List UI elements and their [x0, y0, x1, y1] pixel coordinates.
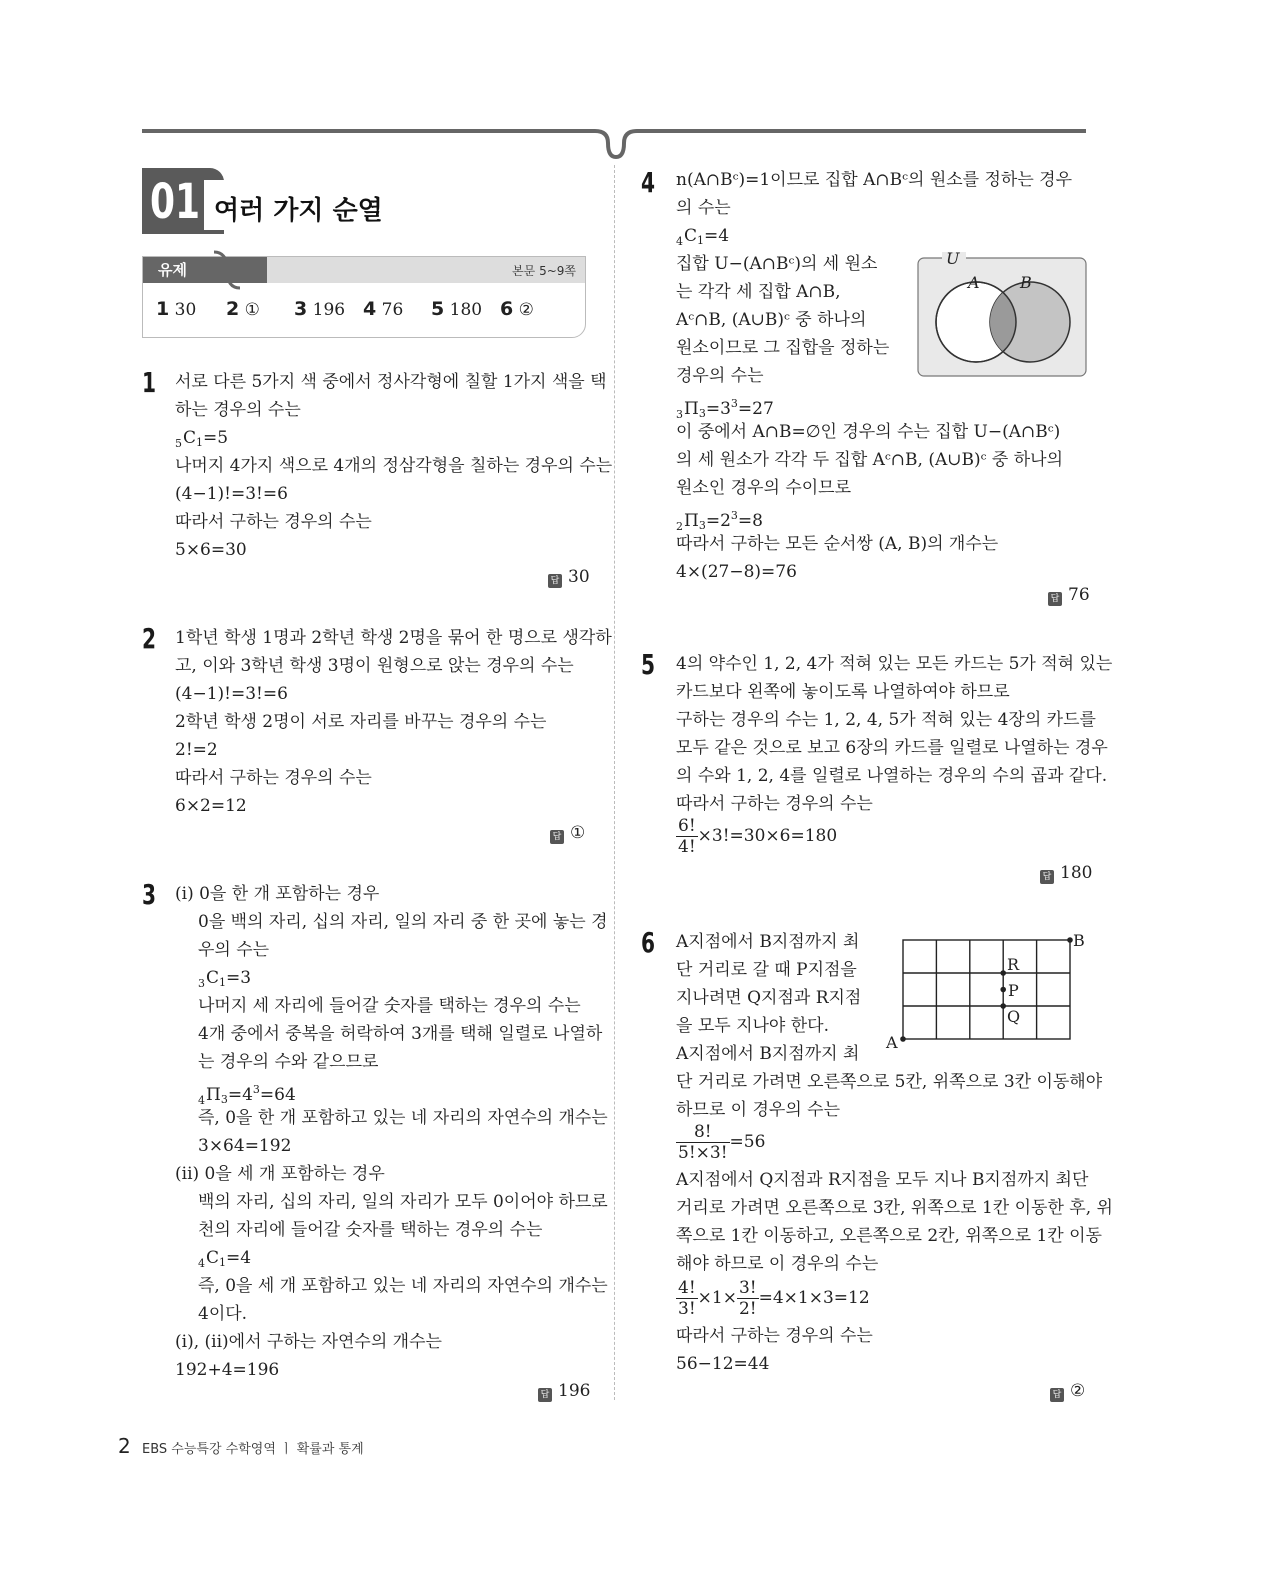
- section-title: 여러 가지 순열: [214, 196, 383, 226]
- q3-line: 4개 중에서 중복을 허락하여 3개를 택해 일렬로 나열하: [198, 1024, 603, 1044]
- section-number: 01: [150, 174, 201, 230]
- fraction: $\frac{6!}{4!}$: [678, 816, 696, 857]
- q4-line: 원소이므로 그 집합을 정하는: [676, 338, 890, 358]
- q1-answer: 답 30: [548, 566, 590, 588]
- q1-number: 1: [142, 366, 157, 399]
- answer-icon: 답: [550, 830, 564, 844]
- q2-line: 고, 이와 3학년 학생 3명이 원형으로 앉는 경우의 수는: [175, 656, 574, 676]
- grid-label-q: Q: [1007, 1007, 1021, 1026]
- q6-line: A지점에서 Q지점과 R지점을 모두 지나 B지점까지 최단: [676, 1170, 1089, 1190]
- fraction: $\frac{3!}{2!}$: [738, 1278, 757, 1319]
- yuje-answer-item: 3 196: [294, 298, 346, 320]
- q6-line: 56−12=44: [676, 1354, 770, 1374]
- fraction: $\frac{4!}{3!}$: [678, 1278, 696, 1319]
- q6-line: 지나려면 Q지점과 R지점: [676, 988, 862, 1008]
- q4-line: 따라서 구하는 모든 순서쌍 (A, B)의 개수는: [676, 534, 999, 554]
- grid-diagram: [880, 928, 1090, 1054]
- q4-line: 의 수는: [676, 198, 731, 218]
- q2-answer: 답 ①: [550, 822, 585, 844]
- q1-line: 서로 다른 5가지 색 중에서 정사각형에 칠할 1가지 색을 택: [175, 372, 607, 392]
- q3-line: 192+4=196: [175, 1360, 280, 1380]
- yuje-answer-item: 6 ②: [500, 298, 534, 320]
- q4-line: 원소인 경우의 수이므로: [676, 478, 852, 498]
- q3-line: 나머지 세 자리에 들어갈 숫자를 택하는 경우의 수는: [198, 996, 581, 1016]
- yuje-answer-item: 5 180: [431, 298, 483, 320]
- footer-text: EBS 수능특강 수학영역 ㅣ 확률과 통계: [142, 1442, 364, 1457]
- q3-formula: $_3C_1=3$: [198, 968, 252, 990]
- q6-line: 따라서 구하는 경우의 수는: [676, 1326, 873, 1346]
- venn-label-a: A: [968, 273, 980, 292]
- answer-icon: 답: [538, 1388, 552, 1402]
- page-number: 2: [118, 1434, 131, 1458]
- q3-formula: $_4C_1=4$: [198, 1248, 252, 1270]
- top-rule: [140, 125, 1090, 165]
- q6-line: A지점에서 B지점까지 최: [676, 1044, 860, 1064]
- q5-line: 모두 같은 것으로 보고 6장의 카드를 일렬로 나열하는 경우: [676, 738, 1108, 758]
- q6-line: 하므로 이 경우의 수는: [676, 1100, 841, 1120]
- q3-line: 3×64=192: [198, 1136, 292, 1156]
- q5-line: 4의 약수인 1, 2, 4가 적혀 있는 모든 카드는 5가 적혀 있는: [676, 654, 1113, 674]
- q4-formula: $_2\Pi_3=2^3=8$: [676, 509, 763, 533]
- q6-answer: 답 ②: [1050, 1380, 1085, 1402]
- q6-formula: $\frac{8!}{5!\times 3!}$ =56: [678, 1122, 766, 1163]
- q3-formula: $_4\Pi_3=4^3=64$: [198, 1083, 296, 1107]
- q2-line: (4−1)!=3!=6: [175, 684, 288, 704]
- q3-line: 천의 자리에 들어갈 숫자를 택하는 경우의 수는: [198, 1220, 543, 1240]
- q3-line: (i) 0을 한 개 포함하는 경우: [175, 884, 380, 904]
- q3-line: 0을 백의 자리, 십의 자리, 일의 자리 중 한 곳에 놓는 경: [198, 912, 608, 932]
- q3-line: (i), (ii)에서 구하는 자연수의 개수는: [175, 1332, 442, 1352]
- q6-number: 6: [641, 926, 656, 959]
- q3-line: 백의 자리, 십의 자리, 일의 자리가 모두 0이어야 하므로: [198, 1192, 608, 1212]
- q4-line: 의 세 원소가 각각 두 집합 Aᶜ∩B, (A∪B)ᶜ 중 하나의: [676, 450, 1064, 470]
- q4-line: 경우의 수는: [676, 366, 764, 386]
- q4-formula: $_3\Pi_3=3^3=27$: [676, 397, 774, 421]
- q1-formula: $_5C_1=5$: [175, 428, 229, 450]
- yuje-pages: 본문 5~9쪽: [512, 264, 576, 278]
- q3-line: 우의 수는: [198, 940, 270, 960]
- q3-line: 는 경우의 수와 같으므로: [198, 1052, 379, 1072]
- yuje-answers: [156, 298, 576, 324]
- q1-line: 하는 경우의 수는: [175, 400, 301, 420]
- grid-label-a: A: [886, 1033, 898, 1052]
- q3-answer: 답 196: [538, 1380, 590, 1402]
- q4-line: n(A∩Bᶜ)=1이므로 집합 A∩Bᶜ의 원소를 정하는 경우: [676, 170, 1072, 190]
- yuje-answer-item: 4 76: [363, 298, 404, 320]
- q5-answer: 답 180: [1040, 862, 1092, 884]
- yuje-answer-item: 1 30: [156, 298, 197, 320]
- q5-line: 구하는 경우의 수는 1, 2, 4, 5가 적혀 있는 4장의 카드를: [676, 710, 1096, 730]
- q6-formula: $\frac{4!}{3!}$ ×1× $\frac{3!}{2!}$ =4×1×3=12: [678, 1278, 870, 1319]
- q4-answer: 답 76: [1048, 584, 1090, 606]
- q2-line: 2학년 학생 2명이 서로 자리를 바꾸는 경우의 수는: [175, 712, 547, 732]
- q2-number: 2: [142, 622, 157, 655]
- q5-formula: $\frac{6!}{4!}$ ×3!=30×6=180: [678, 816, 838, 857]
- q4-line: Aᶜ∩B, (A∪B)ᶜ 중 하나의: [676, 310, 867, 330]
- q6-line: 거리로 가려면 오른쪽으로 3칸, 위쪽으로 1칸 이동한 후, 위: [676, 1198, 1113, 1218]
- q2-line: 1학년 학생 1명과 2학년 학생 2명을 묶어 한 명으로 생각하: [175, 628, 612, 648]
- q4-line: 이 중에서 A∩B=∅인 경우의 수는 집합 U−(A∩Bᶜ): [676, 422, 1061, 442]
- q6-line: 단 거리로 갈 때 P지점을: [676, 960, 857, 980]
- q6-line: 쪽으로 1칸 이동하고, 오른쪽으로 2칸, 위쪽으로 1칸 이동: [676, 1226, 1102, 1246]
- grid-label-b: B: [1073, 931, 1085, 950]
- venn-diagram: [916, 252, 1088, 378]
- q5-line: 카드보다 왼쪽에 놓이도록 나열하여야 하므로: [676, 682, 1010, 702]
- q1-line: (4−1)!=3!=6: [175, 484, 288, 504]
- q6-line: 을 모두 지나야 한다.: [676, 1016, 829, 1036]
- grid-label-p: P: [1008, 981, 1019, 1000]
- venn-label-b: B: [1020, 273, 1032, 292]
- yuje-label: 유제: [158, 261, 187, 279]
- q1-line: 5×6=30: [175, 540, 247, 560]
- q3-line: 즉, 0을 한 개 포함하고 있는 네 자리의 자연수의 개수는: [198, 1108, 608, 1128]
- answer-icon: 답: [1040, 870, 1054, 884]
- answer-icon: 답: [1050, 1388, 1064, 1402]
- q5-number: 5: [641, 648, 656, 681]
- fraction: $\frac{8!}{5!\times 3!}$: [678, 1122, 728, 1163]
- q3-number: 3: [142, 878, 157, 911]
- yuje-answer-item: 2 ①: [226, 298, 260, 320]
- q3-line: (ii) 0을 세 개 포함하는 경우: [175, 1164, 385, 1184]
- q1-line: 나머지 4가지 색으로 4개의 정삼각형을 칠하는 경우의 수는: [175, 456, 613, 476]
- grid-label-r: R: [1007, 955, 1020, 974]
- q6-line: 해야 하므로 이 경우의 수는: [676, 1254, 879, 1274]
- q2-line: 2!=2: [175, 740, 218, 760]
- column-divider: [614, 165, 615, 1400]
- q5-line: 따라서 구하는 경우의 수는: [676, 794, 873, 814]
- q5-line: 의 수와 1, 2, 4를 일렬로 나열하는 경우의 수의 곱과 같다.: [676, 766, 1108, 786]
- q3-line: 즉, 0을 세 개 포함하고 있는 네 자리의 자연수의 개수는: [198, 1276, 608, 1296]
- venn-label-u: U: [946, 252, 960, 268]
- q2-line: 따라서 구하는 경우의 수는: [175, 768, 372, 788]
- yuje-tab-notch: [212, 248, 242, 292]
- q3-line: 4이다.: [198, 1304, 248, 1324]
- q6-line: 단 거리로 가려면 오른쪽으로 5칸, 위쪽으로 3칸 이동해야: [676, 1072, 1103, 1092]
- q4-line: 집합 U−(A∩Bᶜ)의 세 원소: [676, 254, 878, 274]
- answer-icon: 답: [1048, 592, 1062, 606]
- q4-line: 는 각각 세 집합 A∩B,: [676, 282, 841, 302]
- q4-line: 4×(27−8)=76: [676, 562, 797, 582]
- q2-line: 6×2=12: [175, 796, 247, 816]
- q1-line: 따라서 구하는 경우의 수는: [175, 512, 372, 532]
- q6-line: A지점에서 B지점까지 최: [676, 932, 860, 952]
- answer-icon: 답: [548, 574, 562, 588]
- q4-number: 4: [641, 166, 656, 199]
- q4-formula: $_4C_1=4$: [676, 226, 730, 248]
